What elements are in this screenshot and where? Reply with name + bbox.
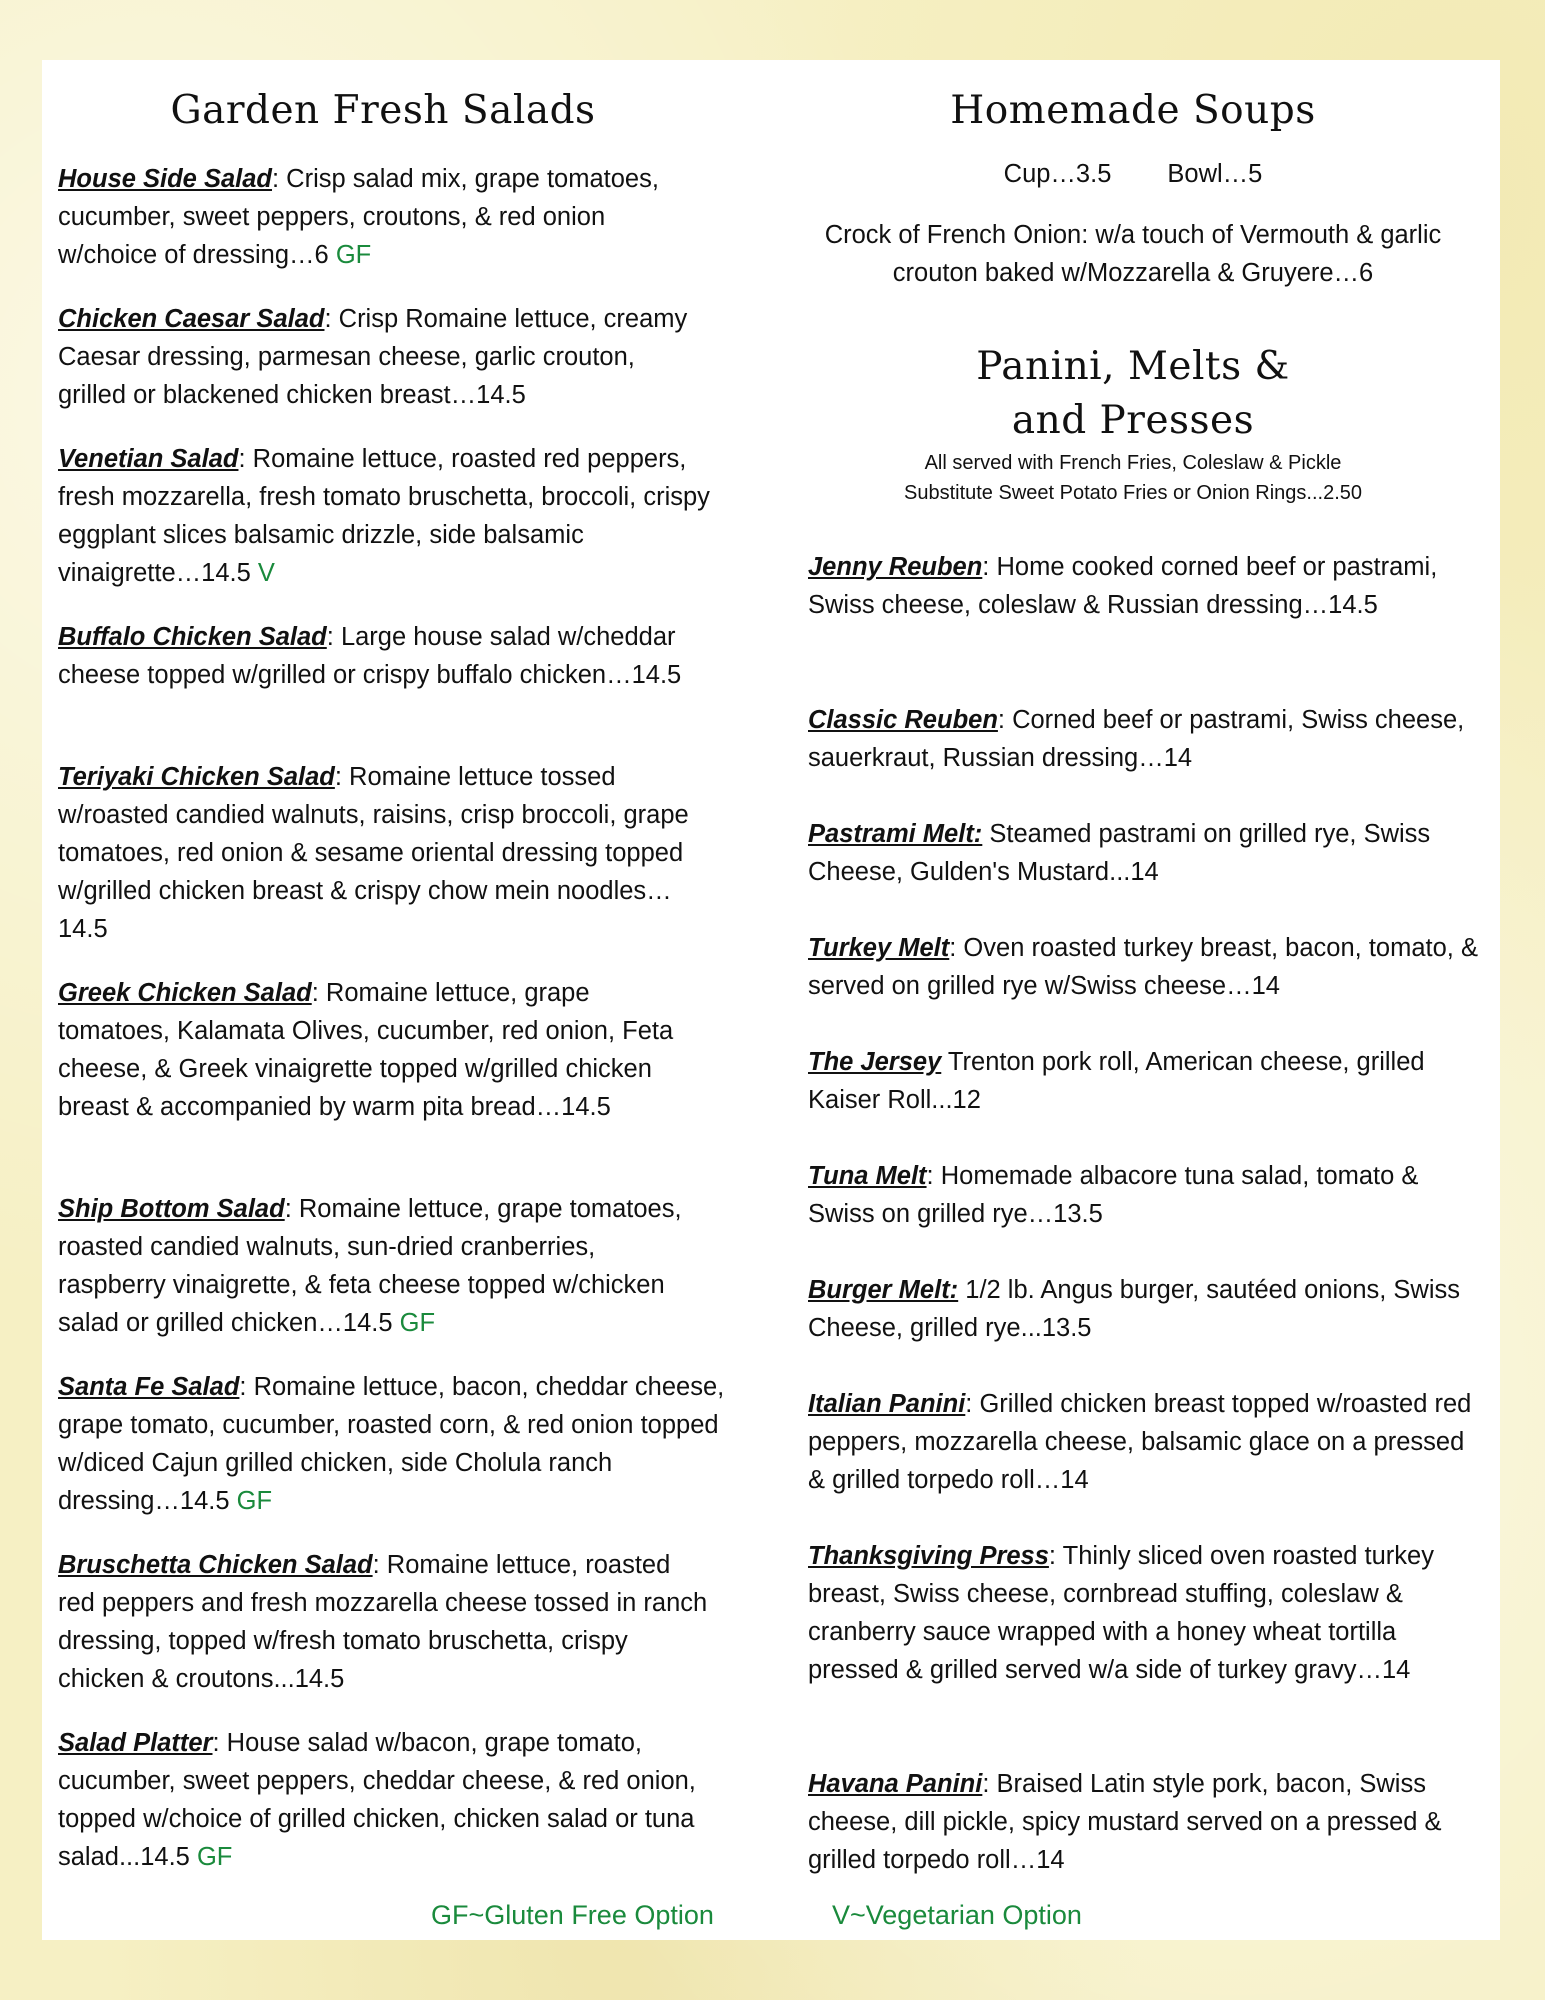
panini-item-desc: Homemade albacore tuna salad, tomato & Swiss on grilled rye…13.5 <box>808 1162 1419 1228</box>
salad-item <box>58 440 728 592</box>
salad-item-desc: Crisp salad mix, grape tomatoes, cucumber, sweet peppers, croutons, & red onion w/choice of dressing…6 <box>58 165 659 269</box>
panini-item <box>808 929 1478 1005</box>
salad-item-name: Santa Fe Salad <box>58 1373 240 1401</box>
panini-item-sep: : <box>926 1162 934 1190</box>
salad-item-desc: Crisp Romaine lettuce, creamy Caesar dressing, parmesan cheese, garlic crouton, grilled or blackened chicken breast…14.5 <box>58 305 688 409</box>
panini-item-name: Classic Reuben <box>808 706 998 734</box>
menu-panel <box>42 60 1500 1940</box>
salad-item-sep: : <box>238 445 246 473</box>
salad-item <box>58 1368 728 1520</box>
salad-item-sep: : <box>326 623 334 651</box>
panini-heading <box>808 340 1458 448</box>
salad-item-desc: House salad w/bacon, grape tomato, cucumber, sweet peppers, cheddar cheese, & red onion, topped w/choice of grilled chicken, chicken salad or tuna salad...14.5 <box>58 1729 696 1871</box>
salad-item <box>58 758 708 948</box>
salad-item-name: Chicken Caesar Salad <box>58 305 325 333</box>
salad-item <box>58 160 708 274</box>
panini-item-sep: : <box>982 553 990 581</box>
salad-item-tag: GF <box>335 241 372 269</box>
salad-item-sep: : <box>311 979 319 1007</box>
salad-item-desc: Romaine lettuce, roasted red peppers and fresh mozzarella cheese tossed in ranch dressing, topped w/fresh tomato bruschetta, crispy chicken & croutons...14.5 <box>58 1551 708 1693</box>
salad-item-name: Teriyaki Chicken Salad <box>58 763 335 791</box>
salad-item <box>58 618 708 694</box>
salad-item-desc: Romaine lettuce tossed w/roasted candied walnuts, raisins, crisp broccoli, grape tomatoes, red onion & sesame oriental dressing topped w/grilled chicken breast & crispy chow mein noodles…14.5 <box>58 763 689 943</box>
panini-item <box>808 1537 1448 1689</box>
panini-item-desc: 1/2 lb. Angus burger, sautéed onions, Swiss Cheese, grilled rye...13.5 <box>808 1276 1461 1342</box>
panini-item-desc: Corned beef or pastrami, Swiss cheese, sauerkraut, Russian dressing…14 <box>808 706 1465 772</box>
panini-item-name: Burger Melt: <box>808 1276 959 1304</box>
salad-item-name: Bruschetta Chicken Salad <box>58 1551 373 1579</box>
panini-item <box>808 815 1468 891</box>
panini-sides-note <box>808 448 1458 508</box>
panini-item-sep: : <box>997 706 1005 734</box>
salad-item <box>58 300 708 414</box>
soup-cup-price: Cup…3.5 <box>1003 160 1112 188</box>
salad-item-sep: : <box>239 1373 247 1401</box>
salad-item-sep: : <box>212 1729 220 1757</box>
soups-heading: Homemade Soups <box>950 88 1316 133</box>
salad-item-sep: : <box>272 165 280 193</box>
panini-item-desc: Thinly sliced oven roasted turkey breast, Swiss cheese, cornbread stuffing, coleslaw & cranberry sauce wrapped with a honey wheat tortilla pressed & grilled served w/a side of turkey gravy…14 <box>808 1542 1434 1684</box>
panini-item-sep: : <box>949 934 957 962</box>
panini-item-desc: Home cooked corned beef or pastrami, Swiss cheese, coleslaw & Russian dressing…14.5 <box>808 553 1438 619</box>
panini-item <box>808 701 1468 777</box>
salad-item-sep: : <box>334 763 342 791</box>
salad-item <box>58 974 708 1126</box>
panini-item-name: The Jersey <box>808 1048 942 1076</box>
panini-note-line2: Substitute Sweet Potato Fries or Onion Rings...2.50 <box>903 482 1363 504</box>
salad-item <box>58 1546 708 1698</box>
panini-item <box>808 1157 1478 1233</box>
gluten-free-legend: GF~Gluten Free Option <box>431 1900 714 1930</box>
salad-item-desc: Romaine lettuce, bacon, cheddar cheese, grape tomato, cucumber, roasted corn, & red onion topped w/diced Cajun grilled chicken, side Cholula ranch dressing…14.5 <box>58 1373 725 1515</box>
panini-heading-line1: Panini, Melts & <box>976 344 1290 389</box>
panini-item-desc: Braised Latin style pork, bacon, Swiss cheese, dill pickle, spicy mustard served on a pressed & grilled torpedo roll…14 <box>808 1770 1442 1874</box>
french-onion-crock: Crock of French Onion: w/a touch of Vermouth & garlic crouton baked w/Mozzarella & Gruyere…6 <box>824 221 1442 287</box>
panini-item-desc: Trenton pork roll, American cheese, grilled Kaiser Roll...12 <box>808 1048 1425 1114</box>
salad-item-desc: Romaine lettuce, grape tomatoes, Kalamata Olives, cucumber, red onion, Feta cheese, & Greek vinaigrette topped w/grilled chicken breast & accompanied by warm pita bread…14.5 <box>58 979 674 1121</box>
salad-item <box>58 1190 708 1342</box>
panini-item-name: Havana Panini <box>808 1770 983 1798</box>
panini-item-sep: : <box>965 1390 973 1418</box>
panini-item-name: Jenny Reuben <box>808 553 983 581</box>
panini-item-sep: : <box>982 1770 990 1798</box>
salad-item <box>58 1724 728 1876</box>
panini-item-sep: : <box>1048 1542 1057 1570</box>
salad-item-name: Greek Chicken Salad <box>58 979 312 1007</box>
salads-heading: Garden Fresh Salads <box>170 88 596 133</box>
salad-item-sep: : <box>284 1195 292 1223</box>
salad-item-name: Buffalo Chicken Salad <box>58 623 327 651</box>
salad-item-name: Salad Platter <box>58 1729 213 1757</box>
salad-item-desc: Romaine lettuce, roasted red peppers, fresh mozzarella, fresh tomato bruschetta, broccoli, crispy eggplant slices balsamic drizzle, side balsamic vinaigrette…14.5 <box>58 445 710 587</box>
panini-heading-line2: and Presses <box>1011 398 1255 443</box>
salad-item-name: House Side Salad <box>58 165 272 193</box>
salad-item-name: Venetian Salad <box>58 445 239 473</box>
panini-item-name: Thanksgiving Press <box>808 1542 1049 1570</box>
panini-item-name: Turkey Melt <box>808 934 950 962</box>
salad-item-tag: GF <box>196 1843 233 1871</box>
salad-item-sep: : <box>324 305 332 333</box>
salad-item-tag: V <box>257 559 275 587</box>
salad-item-desc: Romaine lettuce, grape tomatoes, roasted candied walnuts, sun-dried cranberries, raspberry vinaigrette, & feta cheese topped w/chicken salad or grilled chicken…14.5 <box>58 1195 682 1337</box>
salad-item-tag: GF <box>399 1309 436 1337</box>
panini-item-desc: Oven roasted turkey breast, bacon, tomato, & served on grilled rye w/Swiss cheese…14 <box>808 934 1478 1000</box>
panini-item <box>808 1043 1468 1119</box>
panini-item <box>808 1271 1478 1347</box>
panini-item-name: Tuna Melt <box>808 1162 927 1190</box>
salad-item-tag: GF <box>236 1487 273 1515</box>
panini-item <box>808 1385 1478 1499</box>
panini-item <box>808 548 1468 624</box>
panini-item-desc: Steamed pastrami on grilled rye, Swiss Cheese, Gulden's Mustard...14 <box>808 820 1431 886</box>
salad-item-name: Ship Bottom Salad <box>58 1195 285 1223</box>
soup-bowl-price: Bowl…5 <box>1167 160 1263 188</box>
vegetarian-legend: V~Vegetarian Option <box>832 1900 1082 1930</box>
panini-item <box>808 1765 1468 1879</box>
salad-item-sep: : <box>372 1551 380 1579</box>
panini-item-name: Italian Panini <box>808 1390 966 1418</box>
panini-note-line1: All served with French Fries, Coleslaw & Pickle <box>924 452 1342 474</box>
soup-sizes <box>808 160 1458 189</box>
panini-item-name: Pastrami Melt: <box>808 820 983 848</box>
salad-item-desc: Large house salad w/cheddar cheese topped w/grilled or crispy buffalo chicken…14.5 <box>58 623 682 689</box>
panini-item-desc: Grilled chicken breast topped w/roasted red peppers, mozzarella cheese, balsamic glace on a pressed & grilled torpedo roll…14 <box>808 1390 1472 1494</box>
